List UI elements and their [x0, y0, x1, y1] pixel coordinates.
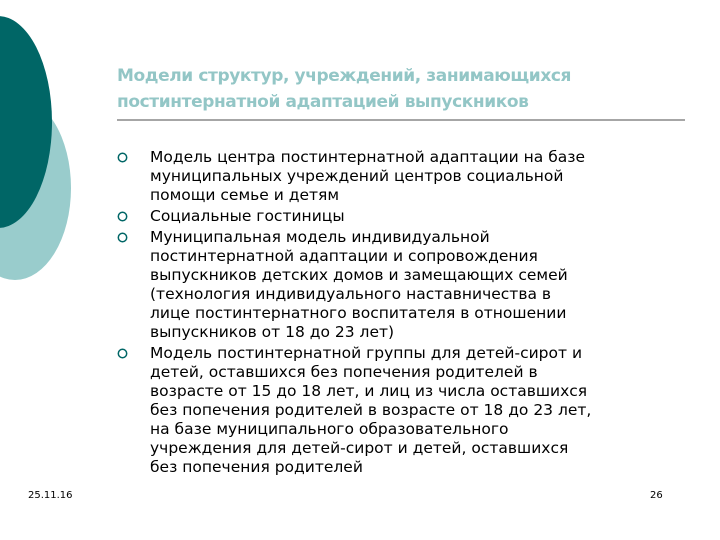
bullet-text-line: помощи семье и детям	[150, 186, 340, 204]
hollow-circle-bullet-icon	[117, 152, 128, 163]
bullet-text-line: Социальные гостиницы	[150, 207, 345, 225]
slide-title-line: Модели структур, учреждений, занимающихся	[117, 66, 572, 86]
bullet-text-line: без попечения родителей в возрасте от 18 до 23 лет,	[150, 401, 592, 419]
bullet-item	[117, 228, 687, 342]
slide-title	[117, 63, 697, 115]
title-divider	[117, 119, 685, 121]
bullet-text-line: лице постинтернатного воспитателя в отношении	[150, 304, 567, 322]
bullet-list	[117, 148, 687, 479]
hollow-circle-bullet-icon	[117, 211, 128, 222]
footer-date: 25.11.16	[28, 490, 73, 501]
bullet-text-line: возрасте от 15 до 18 лет, и лиц из числа оставшихся	[150, 382, 588, 400]
bullet-item	[117, 148, 687, 205]
bullet-text-line: муниципальных учреждений центров социальной	[150, 167, 564, 185]
bullet-text-line: (технология индивидуального наставничества в	[150, 285, 552, 303]
bullet-text-line: без попечения родителей	[150, 458, 363, 476]
bullet-text-line: Модель центра постинтернатной адаптации на базе	[150, 148, 586, 166]
bullet-text-line: на базе муниципального образовательного	[150, 420, 509, 438]
page-number: 26	[650, 490, 663, 501]
bullet-text-line: выпускников от 18 до 23 лет)	[150, 323, 395, 341]
bullet-text-line: выпускников детских домов и замещающих семей	[150, 266, 568, 284]
bullet-text-line: Муниципальная модель индивидуальной	[150, 228, 490, 246]
bullet-item	[117, 207, 687, 226]
bullet-text-line: Модель постинтернатной группы для детей-сирот и	[150, 344, 583, 362]
bullet-text-line: постинтернатной адаптации и сопровождения	[150, 247, 538, 265]
decorative-circles	[0, 0, 80, 290]
bullet-item	[117, 344, 687, 477]
hollow-circle-bullet-icon	[117, 232, 128, 243]
hollow-circle-bullet-icon	[117, 348, 128, 359]
bullet-text-line: учреждения для детей-сирот и детей, оставшихся	[150, 439, 569, 457]
slide-title-line: постинтернатной адаптацией выпускников	[117, 92, 529, 112]
bullet-text-line: детей, оставшихся без попечения родителей в	[150, 363, 538, 381]
